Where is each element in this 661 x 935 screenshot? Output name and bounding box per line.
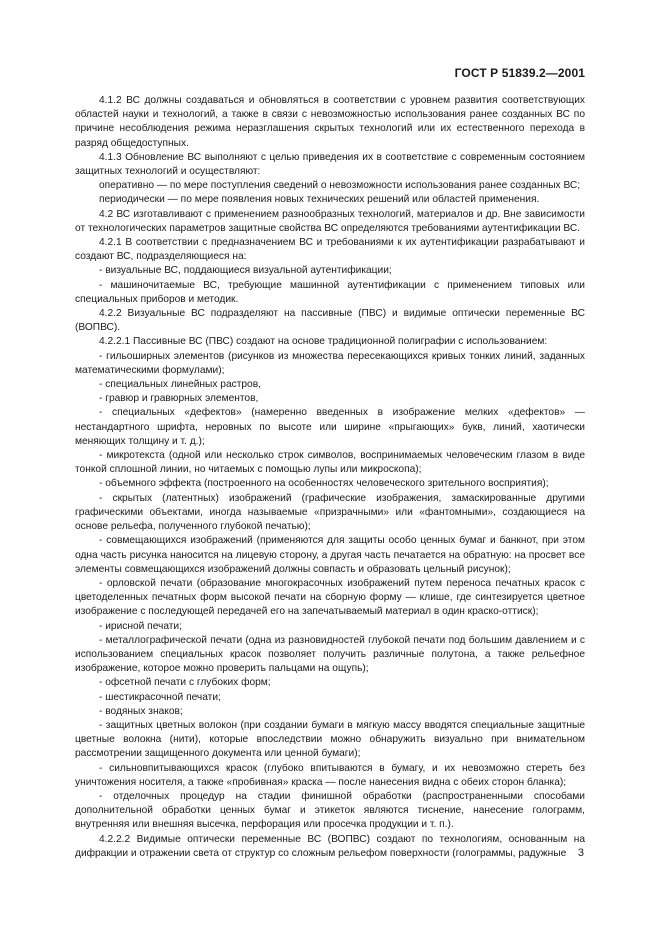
list-item: - водяных знаков; (99, 705, 183, 717)
paragraph: 4.2 ВС изготавливают с применением разнообразных технологий, материалов и др. Вне зависимости от технологических параметров защитные свойства ВС определяются требованиями аутентификации ВС. (75, 208, 585, 234)
list-item: - гильоширных элементов (рисунков из множества пересекающихся кривых тонких линий, заданных математическими формулами); (75, 350, 585, 376)
list-item: - микротекста (одной или несколько строк символов, воспринимаемых человеческим глазом в виде тонкой сплошной линии, но читаемых с помощью лупы или микроскопа); (75, 450, 585, 476)
paragraph: 4.1.2 ВС должны создаваться и обновляться в соответствии с уровнем развития соответствующих областей науки и технологий, а также в связи с невозможностью использования ранее созданных ВС по причине несоблюдения режима неразглашения скрытых технологий или их естественного перехода в разряд общедоступных. (75, 95, 585, 149)
list-item: - визуальные ВС, поддающиеся визуальной аутентификации; (99, 265, 392, 277)
list-item: - отделочных процедур на стадии финишной обработки (распространенными способами дополнительной обработки ценных бумаг и этикеток являются тиснение, нанесение голограмм, внутренняя или внешняя высечка, перфорация или просечка продукции и т. п.). (75, 790, 585, 831)
paragraph: оперативно — по мере поступления сведений о невозможности использования ранее созданных ВС; (99, 180, 581, 192)
list-item: - специальных «дефектов» (намеренно введенных в изображение мелких «дефектов» — нестандартного шрифта, неровных по высоте или ширине «прыгающих» букв, линий, хаотически меняющих толщину и т. д.); (75, 407, 585, 447)
list-item: - ирисной печати; (99, 620, 182, 632)
paragraph: 4.2.2 Визуальные ВС подразделяют на пассивные (ПВС) и видимые оптически переменные ВС (ВОПВС). (75, 308, 585, 334)
paragraph: периодически — по мере появления новых технических решений или областей применения. (99, 194, 540, 206)
paragraph: 4.2.1 В соответствии с предназначением ВС и требованиями к их аутентификации разрабатывают и создают ВС, подразделяющиеся на: (75, 237, 585, 263)
standard-code-header: ГОСТ Р 51839.2—2001 (454, 66, 585, 80)
page-number: 3 (577, 847, 584, 859)
list-item: - защитных цветных волокон (при создании бумаги в мягкую массу вводятся специальные защитные цветные волокна (нити), которые впоследствии можно обнаружить визуально при внимательном рассмотрении защищенного документа или ценной бумаги); (75, 719, 585, 760)
list-item: - скрытых (латентных) изображений (графические изображения, замаскированные другими графическими объектами, иногда называемые «призрачными» или «фантомными», создающиеся на основе рельефа, полученного глубокой печатью); (75, 492, 585, 533)
list-item: - офсетной печати с глубоких форм; (99, 677, 271, 689)
list-item: - машиночитаемые ВС, требующие машинной аутентификации с применением типовых или специальных приборов и методик. (75, 279, 585, 305)
paragraph: 4.2.2.1 Пассивные ВС (ПВС) создают на основе традиционной полиграфии с использованием: (99, 336, 548, 348)
list-item: - гравюр и гравюрных элементов, (99, 393, 259, 405)
paragraph: 4.2.2.2 Видимые оптически переменные ВС (ВОПВС) создают по технологиям, основанным на дифракции и отражении света от структур со сложным рельефом поверхности (голограммы, радужные (75, 833, 585, 859)
list-item: - металлографической печати (одна из разновидностей глубокой печати под большим давлением и с использованием специальных красок позволяет получить различные полутона, а также рельефное изображение, которое можно проверить пальцами на ощупь); (75, 634, 585, 675)
list-item: - сильновпитывающихся красок (глубоко впитываются в бумагу, и их невозможно стереть без уничтожения носителя, а также «пробивная» краска — после нанесения видна с обеих сторон бланка); (75, 762, 585, 788)
list-item: - специальных линейных растров, (99, 379, 261, 391)
document-body (75, 94, 585, 861)
list-item: - орловской печати (образование многокрасочных изображений путем переноса печатных красок с цветоделенных печатных форм высокой печати на сборную форму — клише, где синтезируется цветное изображение с последующей передачей его на запечатываемый материал в один краско-оттиск); (75, 577, 585, 618)
list-item: - шестикрасочной печати; (99, 691, 221, 703)
list-item: - совмещающихся изображений (применяются для защиты особо ценных бумаг и банкнот, при этом одна часть рисунка наносится на лицевую сторону, а другая часть печатается на обратную: на просвет все элементы совмещающихся изображений должны совпасть и образовать цельный рисунок); (75, 535, 585, 575)
paragraph: 4.1.3 Обновление ВС выполняют с целью приведения их в соответствие с современным состоянием защитных технологий и осуществляют: (75, 151, 585, 178)
list-item: - объемного эффекта (построенного на особенностях человеческого зрительного восприятия); (99, 478, 549, 490)
